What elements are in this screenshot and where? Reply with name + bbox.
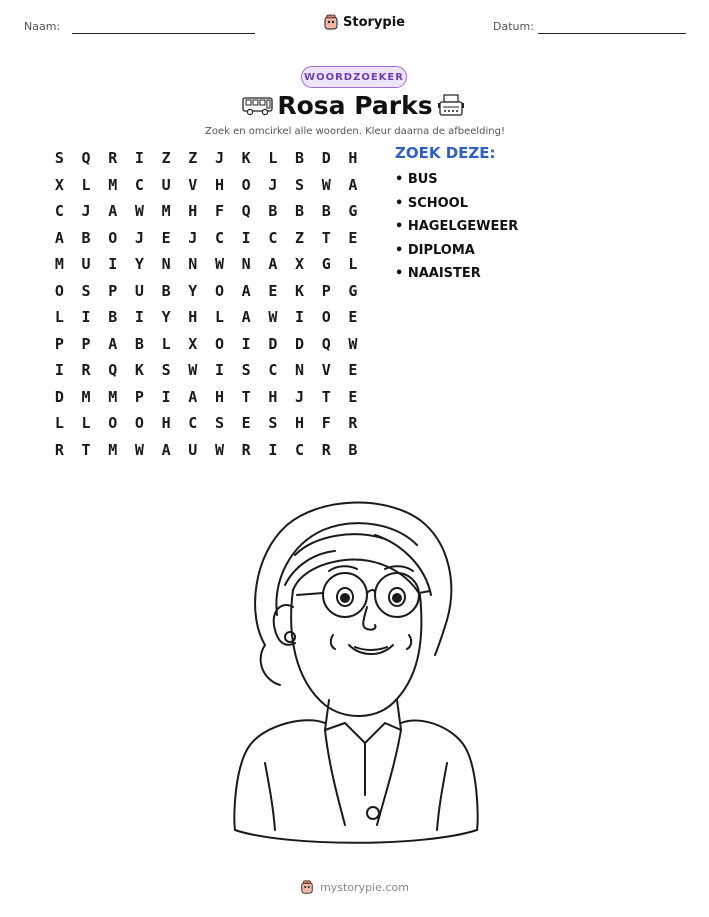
grid-cell[interactable]: L: [81, 414, 91, 433]
grid-cell[interactable]: L: [348, 255, 358, 274]
grid-cell[interactable]: M: [54, 255, 64, 274]
grid-cell[interactable]: W: [348, 334, 358, 353]
grid-cell[interactable]: W: [188, 361, 198, 380]
grid-cell[interactable]: M: [108, 175, 118, 194]
grid-cell[interactable]: Q: [81, 149, 91, 168]
grid-cell[interactable]: P: [108, 281, 118, 300]
grid-cell[interactable]: H: [214, 387, 224, 406]
grid-cell[interactable]: P: [134, 387, 144, 406]
grid-cell[interactable]: Y: [134, 255, 144, 274]
grid-cell[interactable]: U: [188, 440, 198, 459]
grid-cell[interactable]: S: [268, 414, 278, 433]
grid-cell[interactable]: R: [81, 361, 91, 380]
grid-cell[interactable]: V: [321, 361, 331, 380]
grid-cell[interactable]: O: [214, 334, 224, 353]
grid-cell[interactable]: U: [134, 281, 144, 300]
grid-cell[interactable]: V: [188, 175, 198, 194]
grid-cell[interactable]: G: [321, 255, 331, 274]
grid-cell[interactable]: F: [214, 202, 224, 221]
grid-cell[interactable]: C: [188, 414, 198, 433]
grid-cell[interactable]: E: [348, 387, 358, 406]
grid-cell[interactable]: S: [54, 149, 64, 168]
grid-cell[interactable]: C: [295, 440, 305, 459]
grid-cell[interactable]: R: [54, 440, 64, 459]
grid-cell[interactable]: E: [348, 228, 358, 247]
grid-cell[interactable]: X: [54, 175, 64, 194]
grid-cell[interactable]: O: [54, 281, 64, 300]
grid-cell[interactable]: E: [268, 281, 278, 300]
date-line[interactable]: [538, 33, 686, 34]
grid-cell[interactable]: M: [81, 387, 91, 406]
grid-cell[interactable]: H: [348, 149, 358, 168]
grid-cell[interactable]: O: [108, 414, 118, 433]
grid-cell[interactable]: B: [161, 281, 171, 300]
grid-cell[interactable]: D: [268, 334, 278, 353]
grid-cell[interactable]: Z: [188, 149, 198, 168]
grid-cell[interactable]: C: [268, 361, 278, 380]
grid-cell[interactable]: H: [188, 308, 198, 327]
grid-cell[interactable]: D: [321, 149, 331, 168]
storypie-mascot-icon: [300, 880, 314, 894]
letter-grid: [46, 145, 366, 463]
grid-cell[interactable]: L: [54, 414, 64, 433]
grid-cell[interactable]: X: [188, 334, 198, 353]
grid-cell[interactable]: J: [214, 149, 224, 168]
grid-cell[interactable]: W: [134, 440, 144, 459]
grid-cell[interactable]: N: [241, 255, 251, 274]
grid-cell[interactable]: P: [54, 334, 64, 353]
grid-cell[interactable]: R: [108, 149, 118, 168]
grid-cell[interactable]: A: [348, 175, 358, 194]
grid-cell[interactable]: J: [81, 202, 91, 221]
grid-cell[interactable]: I: [268, 440, 278, 459]
word-list: [395, 170, 518, 288]
footer-site: mystorypie.com: [320, 880, 409, 894]
grid-cell[interactable]: I: [241, 334, 251, 353]
grid-cell[interactable]: A: [161, 440, 171, 459]
grid-cell[interactable]: D: [295, 334, 305, 353]
grid-cell[interactable]: S: [81, 281, 91, 300]
grid-cell[interactable]: O: [214, 281, 224, 300]
grid-cell[interactable]: H: [188, 202, 198, 221]
grid-cell[interactable]: O: [241, 175, 251, 194]
grid-cell[interactable]: C: [134, 175, 144, 194]
grid-cell[interactable]: E: [348, 361, 358, 380]
grid-cell[interactable]: O: [108, 228, 118, 247]
grid-cell[interactable]: H: [214, 175, 224, 194]
grid-cell[interactable]: K: [295, 281, 305, 300]
grid-cell[interactable]: O: [134, 414, 144, 433]
grid-cell[interactable]: I: [161, 387, 171, 406]
grid-cell[interactable]: I: [134, 149, 144, 168]
grid-cell[interactable]: I: [295, 308, 305, 327]
grid-cell[interactable]: W: [321, 175, 331, 194]
grid-cell[interactable]: F: [321, 414, 331, 433]
grid-cell[interactable]: Z: [295, 228, 305, 247]
grid-cell[interactable]: L: [268, 149, 278, 168]
grid-cell[interactable]: B: [295, 149, 305, 168]
date-label: Datum:: [493, 20, 534, 33]
grid-cell[interactable]: T: [321, 387, 331, 406]
grid-cell[interactable]: I: [241, 228, 251, 247]
word-list-item: • DIPLOMA: [395, 242, 475, 258]
grid-cell[interactable]: H: [161, 414, 171, 433]
name-label: Naam:: [24, 20, 61, 33]
grid-cell[interactable]: A: [108, 334, 118, 353]
grid-cell[interactable]: Z: [161, 149, 171, 168]
grid-cell[interactable]: E: [348, 308, 358, 327]
grid-cell[interactable]: A: [241, 281, 251, 300]
grid-cell[interactable]: M: [108, 387, 118, 406]
word-list-item: • NAAISTER: [395, 266, 481, 281]
grid-cell[interactable]: C: [268, 228, 278, 247]
grid-cell[interactable]: K: [134, 361, 144, 380]
grid-cell[interactable]: I: [134, 308, 144, 327]
grid-cell[interactable]: B: [108, 308, 118, 327]
grid-cell[interactable]: T: [81, 440, 91, 459]
typewriter-icon: [437, 93, 465, 119]
grid-cell[interactable]: Q: [241, 202, 251, 221]
grid-cell[interactable]: S: [241, 361, 251, 380]
grid-cell[interactable]: B: [134, 334, 144, 353]
grid-cell[interactable]: B: [321, 202, 331, 221]
word-list-heading: ZOEK DEZE:: [395, 144, 496, 162]
grid-cell[interactable]: J: [188, 228, 198, 247]
grid-cell[interactable]: Q: [108, 361, 118, 380]
grid-cell[interactable]: P: [81, 334, 91, 353]
grid-cell[interactable]: Y: [188, 281, 198, 300]
grid-cell[interactable]: G: [348, 202, 358, 221]
grid-cell[interactable]: T: [241, 387, 251, 406]
grid-cell[interactable]: D: [54, 387, 64, 406]
grid-cell[interactable]: N: [161, 255, 171, 274]
grid-cell[interactable]: R: [321, 440, 331, 459]
grid-cell[interactable]: E: [241, 414, 251, 433]
grid-cell[interactable]: R: [241, 440, 251, 459]
grid-cell[interactable]: B: [81, 228, 91, 247]
grid-cell[interactable]: A: [54, 228, 64, 247]
grid-cell[interactable]: I: [54, 361, 64, 380]
grid-cell[interactable]: G: [348, 281, 358, 300]
grid-cell[interactable]: I: [81, 308, 91, 327]
word-list-item: • SCHOOL: [395, 195, 469, 211]
grid-cell[interactable]: J: [295, 387, 305, 406]
storypie-mascot-icon: [323, 14, 339, 30]
grid-cell[interactable]: W: [134, 202, 144, 221]
grid-cell[interactable]: I: [108, 255, 118, 274]
grid-cell[interactable]: J: [134, 228, 144, 247]
grid-cell[interactable]: H: [295, 414, 305, 433]
grid-cell[interactable]: Y: [161, 308, 171, 327]
portrait-illustration: [225, 495, 487, 855]
word-list-item: • BUS: [395, 172, 438, 187]
grid-cell[interactable]: U: [81, 255, 91, 274]
grid-cell[interactable]: Q: [321, 334, 331, 353]
grid-cell[interactable]: N: [295, 361, 305, 380]
grid-cell[interactable]: W: [214, 440, 224, 459]
name-line[interactable]: [72, 33, 255, 34]
brand-name: Storypie: [343, 14, 405, 30]
grid-cell[interactable]: O: [321, 308, 331, 327]
grid-cell[interactable]: W: [268, 308, 278, 327]
grid-cell[interactable]: S: [214, 414, 224, 433]
grid-cell[interactable]: B: [295, 202, 305, 221]
footer: [0, 880, 709, 894]
grid-cell[interactable]: E: [161, 228, 171, 247]
grid-cell[interactable]: A: [188, 387, 198, 406]
grid-cell[interactable]: M: [108, 440, 118, 459]
grid-cell[interactable]: S: [161, 361, 171, 380]
grid-cell[interactable]: S: [295, 175, 305, 194]
grid-cell[interactable]: M: [161, 202, 171, 221]
grid-cell[interactable]: B: [348, 440, 358, 459]
grid-cell[interactable]: X: [295, 255, 305, 274]
grid-cell[interactable]: J: [268, 175, 278, 194]
grid-cell[interactable]: U: [161, 175, 171, 194]
grid-cell[interactable]: C: [214, 228, 224, 247]
grid-cell[interactable]: K: [241, 149, 251, 168]
grid-cell[interactable]: L: [54, 308, 64, 327]
grid-cell[interactable]: L: [214, 308, 224, 327]
grid-cell[interactable]: P: [321, 281, 331, 300]
grid-cell[interactable]: N: [188, 255, 198, 274]
grid-cell[interactable]: C: [54, 202, 64, 221]
grid-cell[interactable]: R: [348, 414, 358, 433]
grid-cell[interactable]: L: [81, 175, 91, 194]
instructions: Zoek en omcirkel alle woorden. Kleur daarna de afbeelding!: [205, 126, 505, 137]
grid-cell[interactable]: A: [241, 308, 251, 327]
grid-cell[interactable]: L: [161, 334, 171, 353]
grid-cell[interactable]: W: [214, 255, 224, 274]
category-badge: WOORDZOEKER: [301, 66, 407, 88]
grid-cell[interactable]: H: [268, 387, 278, 406]
grid-cell[interactable]: I: [214, 361, 224, 380]
grid-cell[interactable]: A: [268, 255, 278, 274]
grid-cell[interactable]: B: [268, 202, 278, 221]
grid-cell[interactable]: A: [108, 202, 118, 221]
page-title: Rosa Parks: [277, 91, 433, 120]
word-list-item: • HAGELGEWEER: [395, 219, 519, 234]
brand-logo: [323, 14, 405, 30]
grid-cell[interactable]: T: [321, 228, 331, 247]
